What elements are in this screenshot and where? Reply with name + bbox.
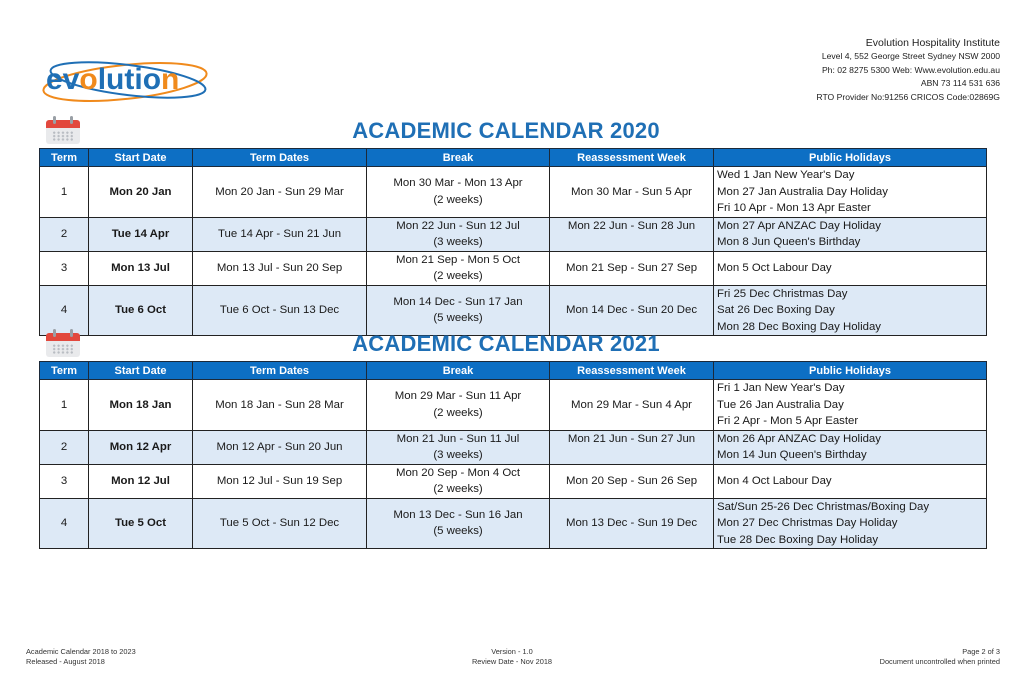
public-holidays: Fri 25 Dec Christmas Day Sat 26 Dec Boxing Day Mon 28 Dec Boxing Day Holiday (714, 285, 987, 336)
org-name: Evolution Hospitality Institute (865, 37, 1000, 49)
table-header-row (40, 149, 987, 167)
term-dates: Mon 12 Apr - Sun 20 Jun (193, 430, 367, 464)
reassessment-week: Mon 20 Sep - Sun 26 Sep (550, 464, 714, 498)
col-start-date: Start Date (89, 362, 193, 380)
start-date: Mon 18 Jan (89, 380, 193, 431)
term-dates: Mon 20 Jan - Sun 29 Mar (193, 167, 367, 218)
col-break: Break (367, 149, 550, 167)
footer-doc-title: Academic Calendar 2018 to 2023 (26, 647, 136, 656)
col-break: Break (367, 362, 550, 380)
col-term: Term (40, 149, 89, 167)
break: Mon 21 Sep - Mon 5 Oct (2 weeks) (367, 251, 550, 285)
public-holidays: Mon 5 Oct Labour Day (714, 251, 987, 285)
footer-uncontrolled-note: Document uncontrolled when printed (879, 657, 1000, 666)
col-term-dates: Term Dates (193, 362, 367, 380)
term-dates: Mon 13 Jul - Sun 20 Sep (193, 251, 367, 285)
term-dates: Mon 12 Jul - Sun 19 Sep (193, 464, 367, 498)
calendar-title-2021: ACADEMIC CALENDAR 2021 (352, 331, 660, 356)
footer-version: Version - 1.0 (491, 647, 533, 656)
org-rto: RTO Provider No:91256 CRICOS Code:02869G (816, 91, 1000, 102)
term-number: 4 (40, 285, 89, 336)
start-date: Tue 5 Oct (89, 498, 193, 549)
term-number: 3 (40, 464, 89, 498)
org-abn: ABN 73 114 531 636 (920, 78, 1000, 89)
term-dates: Mon 18 Jan - Sun 28 Mar (193, 380, 367, 431)
table-row (40, 285, 987, 336)
reassessment-week: Mon 14 Dec - Sun 20 Dec (550, 285, 714, 336)
public-holidays: Wed 1 Jan New Year's Day Mon 27 Jan Australia Day Holiday Fri 10 Apr - Mon 13 Apr Easter (714, 167, 987, 218)
footer-page-number: Page 2 of 3 (962, 647, 1000, 656)
table-row (40, 167, 987, 218)
org-contact: Ph: 02 8275 5300 Web: Www.evolution.edu.au (821, 64, 1000, 75)
reassessment-week: Mon 21 Jun - Sun 27 Jun (550, 430, 714, 464)
break: Mon 20 Sep - Mon 4 Oct (2 weeks) (367, 464, 550, 498)
table-row (40, 217, 987, 251)
term-number: 1 (40, 380, 89, 431)
col-public-holidays: Public Holidays (714, 362, 987, 380)
start-date: Mon 12 Jul (89, 464, 193, 498)
table-row (40, 251, 987, 285)
footer-center (0, 647, 1024, 667)
footer-released: Released - August 2018 (26, 657, 105, 666)
term-dates: Tue 6 Oct - Sun 13 Dec (193, 285, 367, 336)
org-address: Level 4, 552 George Street Sydney NSW 2000 (821, 51, 1000, 61)
term-dates: Tue 14 Apr - Sun 21 Jun (193, 217, 367, 251)
break: Mon 13 Dec - Sun 16 Jan (5 weeks) (367, 498, 550, 549)
public-holidays: Sat/Sun 25-26 Dec Christmas/Boxing Day Mon 27 Dec Christmas Day Holiday Tue 28 Dec Boxing Day Holiday (714, 498, 987, 549)
calendar-title-2020: ACADEMIC CALENDAR 2020 (352, 118, 660, 143)
col-reassessment-week: Reassessment Week (550, 362, 714, 380)
reassessment-week: Mon 29 Mar - Sun 4 Apr (550, 380, 714, 431)
start-date: Mon 13 Jul (89, 251, 193, 285)
term-number: 1 (40, 167, 89, 218)
calendar-table-2020 (39, 148, 987, 336)
public-holidays: Fri 1 Jan New Year's Day Tue 26 Jan Australia Day Fri 2 Apr - Mon 5 Apr Easter (714, 380, 987, 431)
start-date: Tue 6 Oct (89, 285, 193, 336)
start-date: Tue 14 Apr (89, 217, 193, 251)
table-row (40, 380, 987, 431)
table-row (40, 430, 987, 464)
col-public-holidays: Public Holidays (714, 149, 987, 167)
term-number: 2 (40, 430, 89, 464)
col-term-dates: Term Dates (193, 149, 367, 167)
table-row (40, 498, 987, 549)
start-date: Mon 12 Apr (89, 430, 193, 464)
break: Mon 21 Jun - Sun 11 Jul (3 weeks) (367, 430, 550, 464)
logo-wordmark: evolution (46, 63, 180, 96)
reassessment-week: Mon 22 Jun - Sun 28 Jun (550, 217, 714, 251)
col-reassessment-week: Reassessment Week (550, 149, 714, 167)
term-number: 2 (40, 217, 89, 251)
public-holidays: Mon 4 Oct Labour Day (714, 464, 987, 498)
table-row (40, 464, 987, 498)
footer-right (880, 647, 1000, 667)
public-holidays: Mon 27 Apr ANZAC Day Holiday Mon 8 Jun Queen's Birthday (714, 217, 987, 251)
evolution-logo (40, 55, 210, 105)
col-start-date: Start Date (89, 149, 193, 167)
break: Mon 22 Jun - Sun 12 Jul (3 weeks) (367, 217, 550, 251)
term-number: 3 (40, 251, 89, 285)
term-dates: Tue 5 Oct - Sun 12 Dec (193, 498, 367, 549)
footer-review-date: Review Date - Nov 2018 (471, 657, 553, 666)
calendar-table-2021 (39, 361, 987, 549)
organisation-info (816, 36, 1000, 104)
public-holidays: Mon 26 Apr ANZAC Day Holiday Mon 14 Jun Queen's Birthday (714, 430, 987, 464)
break: Mon 14 Dec - Sun 17 Jan (5 weeks) (367, 285, 550, 336)
reassessment-week: Mon 21 Sep - Sun 27 Sep (550, 251, 714, 285)
term-number: 4 (40, 498, 89, 549)
table-header-row (40, 362, 987, 380)
col-term: Term (40, 362, 89, 380)
reassessment-week: Mon 13 Dec - Sun 19 Dec (550, 498, 714, 549)
break: Mon 29 Mar - Sun 11 Apr (2 weeks) (367, 380, 550, 431)
break: Mon 30 Mar - Mon 13 Apr (2 weeks) (367, 167, 550, 218)
reassessment-week: Mon 30 Mar - Sun 5 Apr (550, 167, 714, 218)
start-date: Mon 20 Jan (89, 167, 193, 218)
